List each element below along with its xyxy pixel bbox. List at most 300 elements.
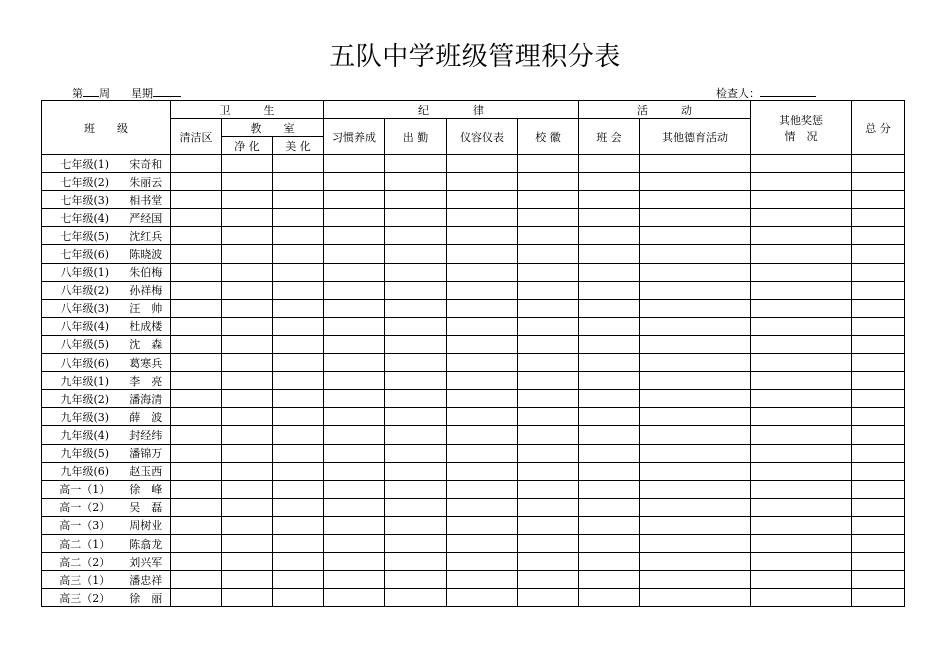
score-cell-beautify[interactable]: [273, 426, 324, 444]
score-cell-rewards[interactable]: [751, 299, 852, 317]
score-cell-purify[interactable]: [222, 191, 273, 209]
score-cell-appearance[interactable]: [447, 245, 518, 263]
score-cell-purify[interactable]: [222, 299, 273, 317]
header-appearance: 仪容仪表: [447, 119, 518, 155]
score-cell-class-meeting[interactable]: [579, 589, 640, 607]
score-cell-rewards[interactable]: [751, 589, 852, 607]
score-cell-moral-activity[interactable]: [640, 571, 751, 589]
row-teacher-name: 汪 帅: [122, 299, 171, 317]
score-cell-moral-activity[interactable]: [640, 372, 751, 390]
score-cell-badge[interactable]: [518, 426, 579, 444]
score-cell-moral-activity[interactable]: [640, 155, 751, 173]
score-cell-purify[interactable]: [222, 263, 273, 281]
score-cell-clean-area[interactable]: [171, 589, 222, 607]
score-cell-moral-activity[interactable]: [640, 335, 751, 353]
score-cell-beautify[interactable]: [273, 498, 324, 516]
score-cell-attendance[interactable]: [385, 191, 447, 209]
score-cell-rewards[interactable]: [751, 335, 852, 353]
score-cell-purify[interactable]: [222, 173, 273, 191]
score-cell-total[interactable]: [852, 155, 905, 173]
score-cell-appearance[interactable]: [447, 173, 518, 191]
week-blank[interactable]: [83, 86, 99, 97]
row-teacher-name: 陈翕龙: [122, 534, 171, 552]
score-cell-purify[interactable]: [222, 155, 273, 173]
score-cell-attendance[interactable]: [385, 281, 447, 299]
score-cell-appearance[interactable]: [447, 589, 518, 607]
score-cell-appearance[interactable]: [447, 462, 518, 480]
score-cell-habit[interactable]: [324, 191, 385, 209]
score-cell-class-meeting[interactable]: [579, 281, 640, 299]
score-cell-clean-area[interactable]: [171, 390, 222, 408]
score-cell-attendance[interactable]: [385, 227, 447, 245]
score-cell-purify[interactable]: [222, 372, 273, 390]
score-cell-moral-activity[interactable]: [640, 589, 751, 607]
score-cell-badge[interactable]: [518, 227, 579, 245]
score-cell-rewards[interactable]: [751, 372, 852, 390]
score-cell-rewards[interactable]: [751, 390, 852, 408]
row-teacher-name: 朱丽云: [122, 173, 171, 191]
score-cell-class-meeting[interactable]: [579, 553, 640, 571]
score-cell-total[interactable]: [852, 299, 905, 317]
score-cell-clean-area[interactable]: [171, 480, 222, 498]
score-cell-clean-area[interactable]: [171, 281, 222, 299]
score-cell-moral-activity[interactable]: [640, 426, 751, 444]
score-cell-clean-area[interactable]: [171, 245, 222, 263]
score-cell-class-meeting[interactable]: [579, 516, 640, 534]
score-cell-moral-activity[interactable]: [640, 408, 751, 426]
score-cell-attendance[interactable]: [385, 245, 447, 263]
score-cell-clean-area[interactable]: [171, 317, 222, 335]
score-cell-appearance[interactable]: [447, 571, 518, 589]
score-cell-class-meeting[interactable]: [579, 444, 640, 462]
score-cell-moral-activity[interactable]: [640, 281, 751, 299]
score-cell-appearance[interactable]: [447, 263, 518, 281]
score-cell-beautify[interactable]: [273, 372, 324, 390]
score-cell-badge[interactable]: [518, 571, 579, 589]
header-badge: 校 徽: [518, 119, 579, 155]
score-cell-beautify[interactable]: [273, 354, 324, 372]
score-cell-rewards[interactable]: [751, 480, 852, 498]
score-cell-appearance[interactable]: [447, 281, 518, 299]
score-cell-rewards[interactable]: [751, 444, 852, 462]
score-cell-habit[interactable]: [324, 354, 385, 372]
row-class-name: 高一（1）: [42, 480, 122, 498]
score-cell-total[interactable]: [852, 516, 905, 534]
score-cell-total[interactable]: [852, 191, 905, 209]
inspector-blank[interactable]: [760, 86, 816, 97]
score-cell-attendance[interactable]: [385, 498, 447, 516]
score-cell-badge[interactable]: [518, 372, 579, 390]
score-cell-moral-activity[interactable]: [640, 263, 751, 281]
score-cell-clean-area[interactable]: [171, 263, 222, 281]
score-cell-appearance[interactable]: [447, 209, 518, 227]
score-cell-class-meeting[interactable]: [579, 462, 640, 480]
score-cell-total[interactable]: [852, 426, 905, 444]
score-cell-attendance[interactable]: [385, 155, 447, 173]
header-purify: 净 化: [222, 137, 273, 155]
score-cell-attendance[interactable]: [385, 317, 447, 335]
score-cell-appearance[interactable]: [447, 498, 518, 516]
score-cell-beautify[interactable]: [273, 245, 324, 263]
score-cell-habit[interactable]: [324, 534, 385, 552]
score-cell-moral-activity[interactable]: [640, 209, 751, 227]
score-cell-attendance[interactable]: [385, 372, 447, 390]
score-cell-rewards[interactable]: [751, 281, 852, 299]
score-cell-purify[interactable]: [222, 534, 273, 552]
score-cell-total[interactable]: [852, 534, 905, 552]
score-cell-purify[interactable]: [222, 553, 273, 571]
score-cell-class-meeting[interactable]: [579, 534, 640, 552]
score-cell-habit[interactable]: [324, 444, 385, 462]
score-cell-rewards[interactable]: [751, 354, 852, 372]
score-cell-attendance[interactable]: [385, 173, 447, 191]
score-cell-clean-area[interactable]: [171, 299, 222, 317]
score-cell-appearance[interactable]: [447, 335, 518, 353]
score-cell-habit[interactable]: [324, 227, 385, 245]
score-cell-moral-activity[interactable]: [640, 245, 751, 263]
score-cell-appearance[interactable]: [447, 516, 518, 534]
score-cell-rewards[interactable]: [751, 227, 852, 245]
score-cell-attendance[interactable]: [385, 263, 447, 281]
score-cell-purify[interactable]: [222, 317, 273, 335]
score-cell-habit[interactable]: [324, 589, 385, 607]
score-cell-appearance[interactable]: [447, 299, 518, 317]
score-cell-total[interactable]: [852, 354, 905, 372]
score-cell-rewards[interactable]: [751, 534, 852, 552]
score-cell-clean-area[interactable]: [171, 209, 222, 227]
score-cell-beautify[interactable]: [273, 462, 324, 480]
score-cell-badge[interactable]: [518, 390, 579, 408]
score-cell-purify[interactable]: [222, 480, 273, 498]
score-cell-appearance[interactable]: [447, 408, 518, 426]
score-cell-beautify[interactable]: [273, 390, 324, 408]
weekday-blank[interactable]: [153, 86, 181, 97]
score-cell-clean-area[interactable]: [171, 498, 222, 516]
score-cell-total[interactable]: [852, 227, 905, 245]
score-cell-rewards[interactable]: [751, 462, 852, 480]
score-cell-moral-activity[interactable]: [640, 173, 751, 191]
score-cell-clean-area[interactable]: [171, 173, 222, 191]
score-cell-beautify[interactable]: [273, 317, 324, 335]
score-cell-beautify[interactable]: [273, 209, 324, 227]
score-cell-attendance[interactable]: [385, 480, 447, 498]
score-cell-badge[interactable]: [518, 534, 579, 552]
score-cell-rewards[interactable]: [751, 191, 852, 209]
score-cell-habit[interactable]: [324, 498, 385, 516]
score-cell-habit[interactable]: [324, 263, 385, 281]
score-cell-appearance[interactable]: [447, 426, 518, 444]
score-cell-purify[interactable]: [222, 571, 273, 589]
score-cell-habit[interactable]: [324, 462, 385, 480]
score-cell-class-meeting[interactable]: [579, 354, 640, 372]
score-cell-habit[interactable]: [324, 335, 385, 353]
row-teacher-name: 刘兴军: [122, 553, 171, 571]
row-teacher-name: 杜成楼: [122, 317, 171, 335]
score-cell-habit[interactable]: [324, 372, 385, 390]
score-cell-class-meeting[interactable]: [579, 317, 640, 335]
score-cell-beautify[interactable]: [273, 444, 324, 462]
score-cell-habit[interactable]: [324, 155, 385, 173]
score-cell-attendance[interactable]: [385, 589, 447, 607]
score-cell-class-meeting[interactable]: [579, 390, 640, 408]
score-cell-class-meeting[interactable]: [579, 426, 640, 444]
score-cell-class-meeting[interactable]: [579, 227, 640, 245]
score-cell-class-meeting[interactable]: [579, 498, 640, 516]
score-cell-attendance[interactable]: [385, 553, 447, 571]
score-cell-beautify[interactable]: [273, 191, 324, 209]
score-cell-appearance[interactable]: [447, 390, 518, 408]
score-cell-appearance[interactable]: [447, 553, 518, 571]
score-cell-purify[interactable]: [222, 408, 273, 426]
score-cell-badge[interactable]: [518, 191, 579, 209]
score-cell-moral-activity[interactable]: [640, 534, 751, 552]
score-cell-rewards[interactable]: [751, 408, 852, 426]
score-cell-beautify[interactable]: [273, 281, 324, 299]
score-cell-badge[interactable]: [518, 354, 579, 372]
score-cell-habit[interactable]: [324, 281, 385, 299]
score-cell-habit[interactable]: [324, 299, 385, 317]
score-cell-purify[interactable]: [222, 498, 273, 516]
score-cell-beautify[interactable]: [273, 534, 324, 552]
score-cell-moral-activity[interactable]: [640, 299, 751, 317]
score-cell-badge[interactable]: [518, 263, 579, 281]
score-cell-purify[interactable]: [222, 589, 273, 607]
score-cell-badge[interactable]: [518, 498, 579, 516]
score-cell-purify[interactable]: [222, 245, 273, 263]
score-cell-total[interactable]: [852, 390, 905, 408]
score-cell-clean-area[interactable]: [171, 516, 222, 534]
score-cell-beautify[interactable]: [273, 263, 324, 281]
score-cell-purify[interactable]: [222, 516, 273, 534]
score-cell-class-meeting[interactable]: [579, 245, 640, 263]
score-cell-total[interactable]: [852, 281, 905, 299]
score-cell-total[interactable]: [852, 408, 905, 426]
score-cell-clean-area[interactable]: [171, 534, 222, 552]
score-cell-total[interactable]: [852, 335, 905, 353]
table-row: [42, 299, 905, 317]
score-cell-total[interactable]: [852, 317, 905, 335]
score-cell-class-meeting[interactable]: [579, 155, 640, 173]
score-cell-appearance[interactable]: [447, 534, 518, 552]
score-cell-clean-area[interactable]: [171, 335, 222, 353]
score-cell-total[interactable]: [852, 245, 905, 263]
score-cell-purify[interactable]: [222, 426, 273, 444]
score-cell-attendance[interactable]: [385, 354, 447, 372]
score-cell-class-meeting[interactable]: [579, 191, 640, 209]
score-cell-badge[interactable]: [518, 589, 579, 607]
row-class-name: 七年级(6): [42, 245, 122, 263]
score-cell-purify[interactable]: [222, 209, 273, 227]
score-cell-beautify[interactable]: [273, 589, 324, 607]
score-cell-moral-activity[interactable]: [640, 553, 751, 571]
score-cell-purify[interactable]: [222, 354, 273, 372]
score-cell-badge[interactable]: [518, 209, 579, 227]
score-cell-class-meeting[interactable]: [579, 209, 640, 227]
score-cell-badge[interactable]: [518, 444, 579, 462]
score-cell-total[interactable]: [852, 498, 905, 516]
score-cell-rewards[interactable]: [751, 571, 852, 589]
score-cell-beautify[interactable]: [273, 335, 324, 353]
score-cell-appearance[interactable]: [447, 480, 518, 498]
score-cell-beautify[interactable]: [273, 408, 324, 426]
score-cell-rewards[interactable]: [751, 263, 852, 281]
row-class-name: 九年级(5): [42, 444, 122, 462]
score-cell-attendance[interactable]: [385, 390, 447, 408]
score-cell-class-meeting[interactable]: [579, 480, 640, 498]
score-cell-clean-area[interactable]: [171, 227, 222, 245]
score-cell-clean-area[interactable]: [171, 426, 222, 444]
score-cell-rewards[interactable]: [751, 155, 852, 173]
score-cell-class-meeting[interactable]: [579, 372, 640, 390]
score-cell-habit[interactable]: [324, 426, 385, 444]
score-cell-beautify[interactable]: [273, 516, 324, 534]
score-cell-attendance[interactable]: [385, 462, 447, 480]
score-cell-purify[interactable]: [222, 281, 273, 299]
score-cell-badge[interactable]: [518, 462, 579, 480]
score-cell-clean-area[interactable]: [171, 191, 222, 209]
score-cell-total[interactable]: [852, 553, 905, 571]
score-cell-purify[interactable]: [222, 335, 273, 353]
score-cell-badge[interactable]: [518, 317, 579, 335]
score-cell-attendance[interactable]: [385, 571, 447, 589]
table-row: [42, 534, 905, 552]
score-cell-total[interactable]: [852, 462, 905, 480]
header-rewards-line2: 情 况: [784, 129, 818, 143]
score-cell-habit[interactable]: [324, 480, 385, 498]
score-cell-habit[interactable]: [324, 317, 385, 335]
score-cell-appearance[interactable]: [447, 372, 518, 390]
score-cell-rewards[interactable]: [751, 516, 852, 534]
score-cell-total[interactable]: [852, 480, 905, 498]
header-class: 班 级: [42, 101, 171, 155]
score-cell-habit[interactable]: [324, 408, 385, 426]
score-cell-habit[interactable]: [324, 571, 385, 589]
inspector-label: 检查人：: [716, 87, 760, 100]
score-cell-appearance[interactable]: [447, 191, 518, 209]
score-cell-appearance[interactable]: [447, 155, 518, 173]
score-cell-rewards[interactable]: [751, 173, 852, 191]
score-cell-total[interactable]: [852, 173, 905, 191]
score-cell-beautify[interactable]: [273, 553, 324, 571]
score-cell-class-meeting[interactable]: [579, 173, 640, 191]
score-cell-clean-area[interactable]: [171, 408, 222, 426]
score-cell-attendance[interactable]: [385, 426, 447, 444]
score-cell-appearance[interactable]: [447, 444, 518, 462]
score-cell-moral-activity[interactable]: [640, 516, 751, 534]
score-cell-moral-activity[interactable]: [640, 317, 751, 335]
score-cell-total[interactable]: [852, 372, 905, 390]
score-cell-rewards[interactable]: [751, 317, 852, 335]
score-cell-purify[interactable]: [222, 462, 273, 480]
score-cell-beautify[interactable]: [273, 227, 324, 245]
score-cell-badge[interactable]: [518, 480, 579, 498]
score-cell-purify[interactable]: [222, 390, 273, 408]
score-cell-clean-area[interactable]: [171, 372, 222, 390]
score-cell-appearance[interactable]: [447, 317, 518, 335]
score-cell-habit[interactable]: [324, 516, 385, 534]
score-cell-moral-activity[interactable]: [640, 191, 751, 209]
score-cell-habit[interactable]: [324, 209, 385, 227]
row-class-name: 七年级(3): [42, 191, 122, 209]
score-cell-badge[interactable]: [518, 335, 579, 353]
score-cell-class-meeting[interactable]: [579, 408, 640, 426]
score-cell-habit[interactable]: [324, 390, 385, 408]
score-cell-total[interactable]: [852, 263, 905, 281]
score-cell-rewards[interactable]: [751, 209, 852, 227]
score-cell-rewards[interactable]: [751, 498, 852, 516]
score-cell-moral-activity[interactable]: [640, 480, 751, 498]
row-class-name: 九年级(4): [42, 426, 122, 444]
score-cell-attendance[interactable]: [385, 209, 447, 227]
score-cell-clean-area[interactable]: [171, 553, 222, 571]
score-cell-class-meeting[interactable]: [579, 263, 640, 281]
score-cell-habit[interactable]: [324, 553, 385, 571]
score-cell-badge[interactable]: [518, 299, 579, 317]
score-cell-total[interactable]: [852, 589, 905, 607]
score-cell-beautify[interactable]: [273, 571, 324, 589]
score-cell-clean-area[interactable]: [171, 462, 222, 480]
score-cell-badge[interactable]: [518, 155, 579, 173]
score-cell-badge[interactable]: [518, 516, 579, 534]
score-cell-rewards[interactable]: [751, 426, 852, 444]
score-cell-attendance[interactable]: [385, 408, 447, 426]
score-cell-attendance[interactable]: [385, 534, 447, 552]
score-cell-badge[interactable]: [518, 245, 579, 263]
score-cell-attendance[interactable]: [385, 516, 447, 534]
score-cell-habit[interactable]: [324, 173, 385, 191]
table-row: [42, 209, 905, 227]
score-cell-beautify[interactable]: [273, 480, 324, 498]
score-cell-badge[interactable]: [518, 281, 579, 299]
score-cell-purify[interactable]: [222, 444, 273, 462]
score-cell-purify[interactable]: [222, 227, 273, 245]
score-cell-beautify[interactable]: [273, 155, 324, 173]
score-cell-moral-activity[interactable]: [640, 354, 751, 372]
header-discipline: 纪 律: [324, 101, 579, 119]
score-cell-moral-activity[interactable]: [640, 498, 751, 516]
table-row: [42, 173, 905, 191]
score-cell-clean-area[interactable]: [171, 571, 222, 589]
score-cell-moral-activity[interactable]: [640, 462, 751, 480]
score-cell-total[interactable]: [852, 209, 905, 227]
score-cell-moral-activity[interactable]: [640, 390, 751, 408]
score-cell-class-meeting[interactable]: [579, 299, 640, 317]
score-cell-badge[interactable]: [518, 408, 579, 426]
score-cell-class-meeting[interactable]: [579, 335, 640, 353]
score-cell-beautify[interactable]: [273, 299, 324, 317]
score-cell-attendance[interactable]: [385, 299, 447, 317]
score-cell-clean-area[interactable]: [171, 155, 222, 173]
score-cell-class-meeting[interactable]: [579, 571, 640, 589]
score-cell-beautify[interactable]: [273, 173, 324, 191]
score-cell-clean-area[interactable]: [171, 354, 222, 372]
row-teacher-name: 李 亮: [122, 372, 171, 390]
score-cell-badge[interactable]: [518, 553, 579, 571]
score-cell-total[interactable]: [852, 444, 905, 462]
score-cell-appearance[interactable]: [447, 227, 518, 245]
score-cell-attendance[interactable]: [385, 444, 447, 462]
score-cell-rewards[interactable]: [751, 553, 852, 571]
score-cell-clean-area[interactable]: [171, 444, 222, 462]
score-cell-attendance[interactable]: [385, 335, 447, 353]
score-cell-habit[interactable]: [324, 245, 385, 263]
score-cell-moral-activity[interactable]: [640, 227, 751, 245]
score-cell-rewards[interactable]: [751, 245, 852, 263]
score-cell-badge[interactable]: [518, 173, 579, 191]
score-cell-appearance[interactable]: [447, 354, 518, 372]
score-cell-moral-activity[interactable]: [640, 444, 751, 462]
score-cell-total[interactable]: [852, 571, 905, 589]
